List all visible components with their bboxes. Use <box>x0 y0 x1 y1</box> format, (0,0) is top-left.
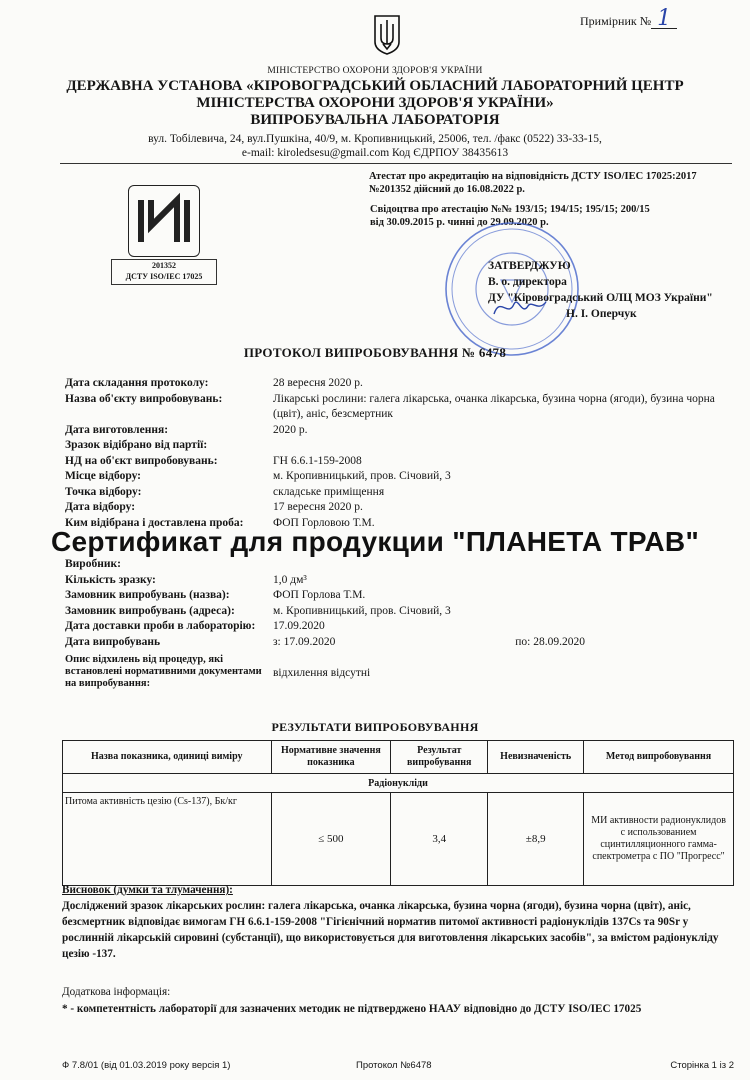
organization-title <box>0 78 750 129</box>
detail-row <box>65 635 745 651</box>
approval-signatory: Н. І. Оперчук <box>566 308 637 320</box>
accreditation-logo-icon <box>128 185 200 257</box>
detail-label: Кількість зразку: <box>65 573 156 586</box>
detail-label: Дата відбору: <box>65 501 136 513</box>
approval-heading: ЗАТВЕРДЖУЮ <box>488 260 571 272</box>
cell-result: 3,4 <box>391 793 488 886</box>
detail-value: м. Кропивницький, пров. Січовий, 3 <box>273 470 451 482</box>
conclusion-heading: Висновок (думки та тлумачення): <box>62 884 233 896</box>
detail-row <box>65 557 745 573</box>
coat-of-arms-icon <box>372 14 402 56</box>
results-header-row <box>63 741 734 774</box>
header-divider <box>60 163 732 164</box>
additional-note: * - компетентність лабораторії для зазначених методик не підтверджено НААУ відповідно до ДСТУ ISO/IEC 17025 <box>62 1003 642 1015</box>
detail-value: 17 вересня 2020 р. <box>273 501 363 513</box>
signature-icon <box>490 292 550 322</box>
cell-indicator: Питома активність цезію (Cs-137), Бк/кг <box>63 793 272 886</box>
copy-number <box>580 6 677 31</box>
detail-label: Дата складання протоколу: <box>65 377 209 389</box>
detail-value: 2020 р. <box>273 423 308 436</box>
table-row <box>63 793 734 886</box>
detail-row <box>65 500 745 516</box>
column-header: Метод випробовування <box>584 741 734 774</box>
detail-value: 1,0 дм³ <box>273 573 307 586</box>
detail-value <box>273 438 745 454</box>
results-title: РЕЗУЛЬТАТИ ВИПРОБОВУВАННЯ <box>271 720 479 734</box>
org-title-line-2: МІНІСТЕРСТВА ОХОРОНИ ЗДОРОВ'Я УКРАЇНИ» <box>196 95 554 111</box>
detail-value: 17.09.2020 <box>273 620 325 632</box>
cell-method: МИ активности радионуклидов с использованием сцинтилляционного гамма-спектрометра с ПО "Прогресс" <box>584 793 734 886</box>
detail-value: Лікарські рослини: галега лікарська, очанка лікарська, бузина чорна (ягоди), бузина чорна (цвіт), аніс, безсмертник <box>273 392 715 420</box>
accreditation-line-2: №201352 дійсний до 16.08.2022 р. <box>369 184 525 195</box>
detail-value: ФОП Горловою Т.М. <box>273 516 375 529</box>
detail-row <box>65 619 745 635</box>
detail-value: м. Кропивницький, пров. Січовий, 3 <box>273 604 451 617</box>
detail-value: складське приміщення <box>273 485 385 498</box>
detail-value: ФОП Горлова Т.М. <box>273 589 366 601</box>
detail-label: Дата доставки проби в лабораторію: <box>65 620 256 632</box>
footer-protocol-number: Протокол №6478 <box>356 1060 432 1071</box>
detail-row <box>65 469 745 485</box>
column-header: Результат випробування <box>391 741 488 774</box>
ministry-caption: МІНІСТЕРСТВО ОХОРОНИ ЗДОРОВ'Я УКРАЇНИ <box>267 66 483 76</box>
approval-organization: ДУ "Кіровоградський ОЛЦ МОЗ України" <box>488 292 713 304</box>
cell-norm: ≤ 500 <box>271 793 391 886</box>
organization-address <box>0 132 750 160</box>
conclusion-block <box>62 882 734 962</box>
accreditation-logo-caption <box>111 259 217 285</box>
detail-label: НД на об'єкт випробовувань: <box>65 454 218 467</box>
additional-info <box>62 984 734 1018</box>
detail-label: Точка відбору: <box>65 485 142 498</box>
detail-row <box>65 588 745 604</box>
detail-row <box>65 604 745 620</box>
conclusion-text: Досліджений зразок лікарських рослин: галега лікарська, очанка лікарська, бузина чорна (ягоди), бузина чорна (цвіт), аніс, безсмертник відповідає вимогам ГН 6.6.1-159-2008 "Гігієнічний норматив питомої активності радіонуклідів 137Cs та 90Sr у рослинній лікарській сировині (субстанції), що використовується для виготовлення лікарських засобів", за вмістом радіонукліду цезію -137. <box>62 900 719 960</box>
copy-number-label: Примірник № <box>580 14 652 28</box>
detail-row <box>65 454 745 470</box>
approval-position: В. о. директора <box>488 276 567 288</box>
detail-row <box>65 438 745 454</box>
accreditation-line-1: Атестат про акредитацію на відповідність ДСТУ ISO/IEC 17025:2017 <box>369 171 697 182</box>
deviation-label: Опис відхилень від процедур, які встановлені нормативними документами на випробування: <box>65 654 262 689</box>
logo-caption-standard: ДСТУ ISO/IEC 17025 <box>125 272 203 281</box>
org-title-line-1: ДЕРЖАВНА УСТАНОВА «КІРОВОГРАДСЬКИЙ ОБЛАСНИЙ ЛАБОРАТОРНИЙ ЦЕНТР <box>66 78 684 94</box>
detail-value: ГН 6.6.1-159-2008 <box>273 454 362 467</box>
detail-value: 28 вересня 2020 р. <box>273 377 363 389</box>
copy-number-value: 1 <box>651 10 677 29</box>
logo-caption-number: 201352 <box>152 261 176 270</box>
detail-label: Ким відібрана і доставлена проба: <box>65 516 244 529</box>
watermark-caption: Сертификат для продукции "ПЛАНЕТА ТРАВ" <box>50 526 700 557</box>
address-line-1: вул. Тобілевича, 24, вул.Пушкіна, 40/9, м. Кропивницький, 25006, тел. /факс (0522) 33-33-15, <box>148 133 602 145</box>
detail-row <box>65 573 745 589</box>
attestation-line-2: від 30.09.2015 р. чинні до 29.09.2020 р. <box>370 217 549 228</box>
results-subheader: Радіонукліди <box>63 774 734 793</box>
detail-label: Дата виготовлення: <box>65 423 169 436</box>
footer-page-number: Сторінка 1 із 2 <box>670 1060 734 1071</box>
cell-uncertainty: ±8,9 <box>488 793 584 886</box>
detail-label: Замовник випробувань (адреса): <box>65 604 235 617</box>
column-header: Назва показника, одиниці виміру <box>63 741 272 774</box>
org-title-line-3: ВИПРОБУВАЛЬНА ЛАБОРАТОРІЯ <box>250 112 500 128</box>
detail-label: Зразок відібрано від партії: <box>65 439 208 451</box>
detail-label: Місце відбору: <box>65 470 142 482</box>
results-table <box>62 740 734 886</box>
detail-row <box>65 485 745 501</box>
deviation-value: відхилення відсутні <box>273 667 371 679</box>
detail-value: з: 17.09.2020 <box>273 635 336 648</box>
attestation-line-1: Свідоцтва про атестацію №№ 193/15; 194/15; 195/15; 200/15 <box>370 204 650 215</box>
detail-value <box>273 557 745 573</box>
detail-label: Замовник випробувань (назва): <box>65 589 230 601</box>
detail-row-deviations <box>65 654 745 690</box>
column-header: Невизначеність <box>488 741 584 774</box>
detail-row <box>65 423 745 439</box>
detail-value-end: по: 28.09.2020 <box>515 635 585 648</box>
detail-row <box>65 392 745 423</box>
address-line-2: e-mail: kiroledsesu@gmail.com Код ЄДРПОУ 38435613 <box>241 147 509 159</box>
detail-row <box>65 376 745 392</box>
detail-label: Дата випробувань <box>65 635 161 648</box>
detail-label: Назва об'єкту випробовувань: <box>65 392 223 405</box>
detail-label: Виробник: <box>65 558 121 570</box>
protocol-title: ПРОТОКОЛ ВИПРОБОВУВАННЯ № 6478 <box>243 345 507 360</box>
column-header: Нормативне значення показника <box>271 741 391 774</box>
results-subheader-row <box>63 774 734 793</box>
page-footer <box>62 1060 734 1071</box>
additional-heading: Додаткова інформація: <box>62 986 171 998</box>
accreditation-certificate <box>369 170 739 196</box>
footer-form-code: Ф 7.8/01 (від 01.03.2019 року версія 1) <box>62 1060 231 1071</box>
